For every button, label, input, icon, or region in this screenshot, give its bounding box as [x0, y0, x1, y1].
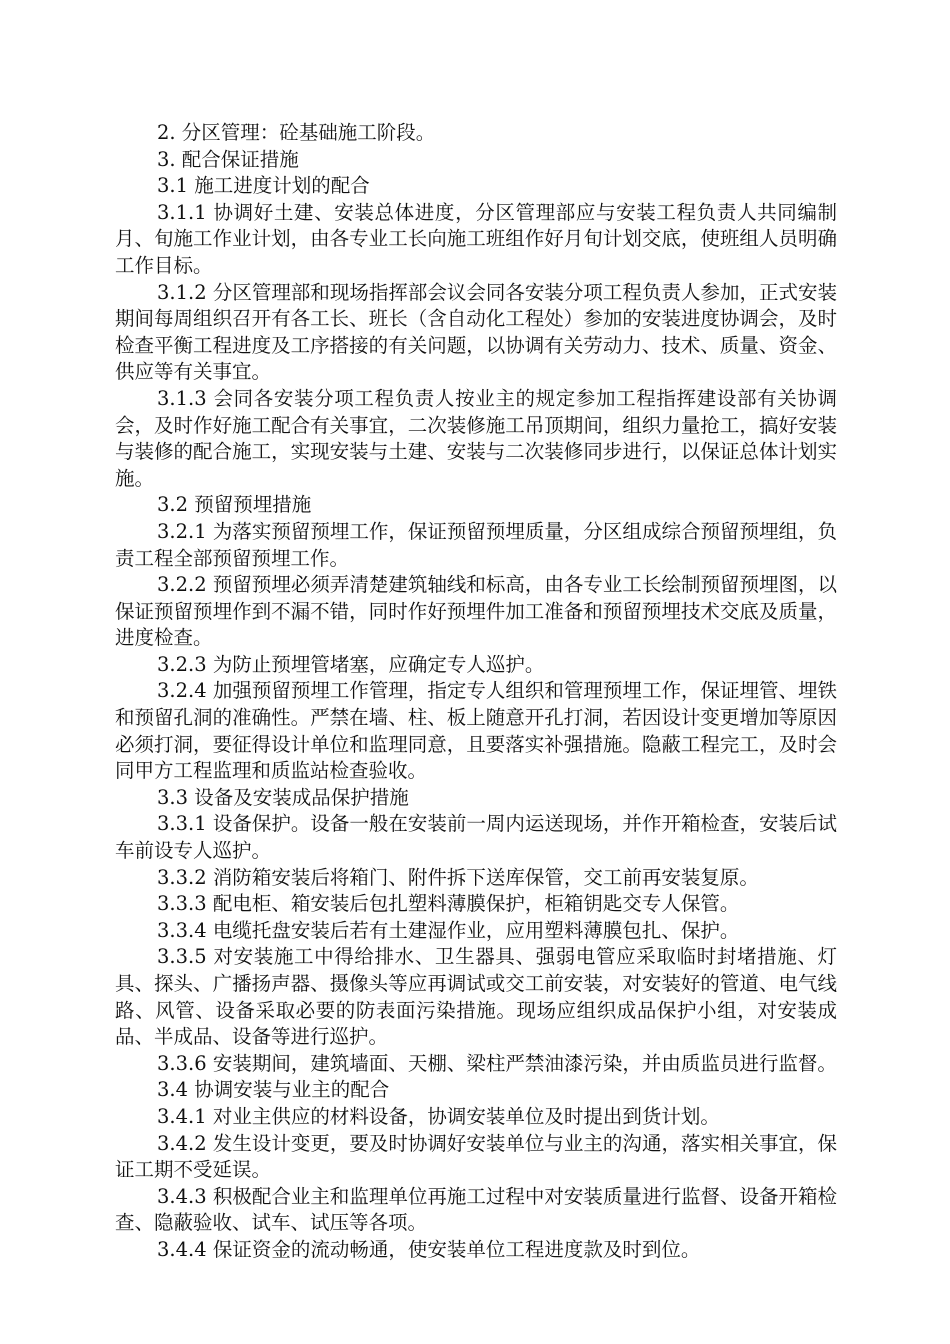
paragraph-3-1-1: 3.1.1 协调好土建、安装总体进度，分区管理部应与安装工程负责人共同编制月、旬施工作业计划，由各专业工长向施工班组作好月旬计划交底，使班组人员明确工作目标。 [115, 200, 837, 277]
heading-product-protection: 3.3 设备及安装成品保护措施 [157, 785, 409, 809]
paragraph-3-3-1: 3.3.1 设备保护。设备一般在安装前一周内运送现场，并作开箱检查，安装后试车前设专人巡护。 [115, 812, 837, 863]
heading-coordination-measures: 3. 配合保证措施 [157, 147, 299, 171]
paragraph-3-4-3: 3.4.3 积极配合业主和监理单位再施工过程中对安装质量进行监督、设备开箱检查、隐蔽验收、试车、试压等各项。 [115, 1184, 837, 1235]
paragraph-3-3-6: 3.3.6 安装期间，建筑墙面、天棚、梁柱严禁油漆污染，并由质监员进行监督。 [157, 1051, 837, 1075]
paragraph-3-2-4: 3.2.4 加强预留预埋工作管理，指定专人组织和管理预埋工作，保证埋管、埋铁和预留孔洞的准确性。严禁在墙、柱、板上随意开孔打洞，若因设计变更增加等原因必须打洞，要征得设计单位和监理同意，且要落实补强措施。隐蔽工程完工，及时会同甲方工程监理和质监站检查验收。 [115, 679, 837, 783]
paragraph-3-2-3: 3.2.3 为防止预埋管堵塞，应确定专人巡护。 [157, 652, 545, 676]
document-body [115, 120, 837, 1264]
paragraph-3-4-2: 3.4.2 发生设计变更，要及时协调好安装单位与业主的沟通，落实相关事宜，保证工期不受延误。 [115, 1131, 837, 1182]
heading-owner-coordination: 3.4 协调安装与业主的配合 [157, 1078, 390, 1102]
paragraph-3-2-1: 3.2.1 为落实预留预埋工作，保证预留预埋质量，分区组成综合预留预埋组，负责工程全部预留预埋工作。 [115, 519, 837, 570]
paragraph-3-4-4: 3.4.4 保证资金的流动畅通，使安装单位工程进度款及时到位。 [157, 1237, 701, 1261]
paragraph-3-1-2: 3.1.2 分区管理部和现场指挥部会议会同各安装分项工程负责人参加，正式安装期间每周组织召开有各工长、班长（含自动化工程处）参加的安装进度协调会，及时检查平衡工程进度及工序搭接的有关问题，以协调有关劳动力、技术、质量、资金、供应等有关事宜。 [115, 280, 837, 384]
heading-schedule-coordination: 3.1 施工进度计划的配合 [157, 174, 370, 198]
heading-embedded-parts: 3.2 预留预埋措施 [157, 493, 312, 517]
paragraph-3-3-3: 3.3.3 配电柜、箱安装后包扎塑料薄膜保护，柜箱钥匙交专人保管。 [157, 892, 740, 916]
paragraph-3-3-2: 3.3.2 消防箱安装后将箱门、附件拆下送库保管，交工前再安装复原。 [157, 865, 759, 889]
paragraph-3-3-4: 3.3.4 电缆托盘安装后若有土建湿作业，应用塑料薄膜包扎、保护。 [157, 918, 740, 942]
paragraph-3-1-3: 3.1.3 会同各安装分项工程负责人按业主的规定参加工程指挥建设部有关协调会，及时作好施工配合有关事宜，二次装修施工吊顶期间，组织力量抢工，搞好安装与装修的配合施工，实现安装与土建、安装与二次装修同步进行，以保证总体计划实施。 [115, 386, 837, 490]
paragraph-zoning-management: 2. 分区管理：砼基础施工阶段。 [157, 121, 436, 144]
paragraph-3-3-5: 3.3.5 对安装施工中得给排水、卫生器具、强弱电管应采取临时封堵措施、灯具、探头、广播扬声器、摄像头等应再调试或交工前安装，对安装好的管道、电气线路、风管、设备采取必要的防表面污染措施。现场应组织成品保护小组，对安装成品、半成品、设备等进行巡护。 [115, 945, 837, 1049]
paragraph-3-4-1: 3.4.1 对业主供应的材料设备，协调安装单位及时提出到货计划。 [157, 1104, 720, 1128]
paragraph-3-2-2: 3.2.2 预留预埋必须弄清楚建筑轴线和标高，由各专业工长绘制预留预埋图，以保证预留预埋作到不漏不错，同时作好预埋件加工准备和预留预埋技术交底及质量，进度检查。 [115, 573, 837, 650]
